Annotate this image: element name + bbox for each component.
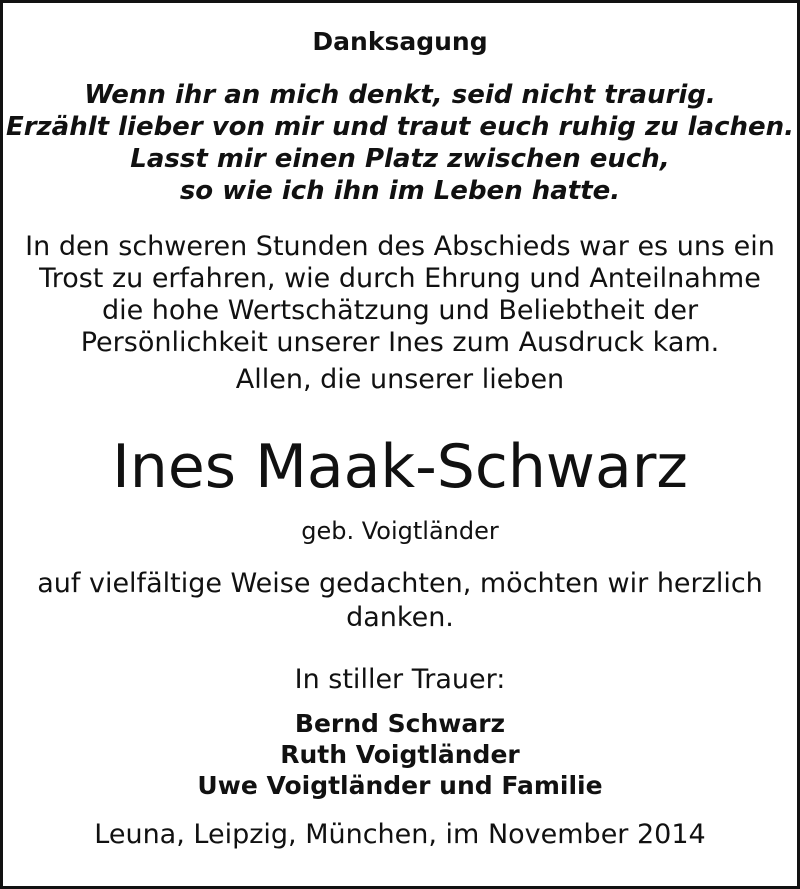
intro-line: In den schweren Stunden des Abschieds war es uns ein: [25, 231, 775, 262]
poem-line: Wenn ihr an mich denkt, seid nicht traurig.: [84, 80, 716, 110]
deceased-name: Ines Maak-Schwarz: [112, 432, 688, 502]
maiden-name: geb. Voigtländer: [301, 517, 499, 545]
mourning-label: In stiller Trauer:: [294, 664, 506, 695]
intro-line: Trost zu erfahren, wie durch Ehrung und Anteilnahme: [39, 263, 761, 294]
intro-line: die hohe Wertschätzung und Beliebtheit der: [101, 295, 699, 326]
memorial-poem: [3, 79, 797, 207]
mourner-name: Uwe Voigtländer und Familie: [197, 771, 603, 800]
poem-line: so wie ich ihn im Leben hatte.: [179, 176, 621, 206]
intro-paragraph: [3, 231, 797, 359]
mourners-list: [3, 708, 797, 801]
poem-line: Erzählt lieber von mir und traut euch ruhig zu lachen.: [5, 112, 795, 142]
notice-heading: Danksagung: [312, 27, 488, 56]
mourner-name: Ruth Voigtländer: [280, 740, 520, 769]
dedication-text: Allen, die unserer lieben: [235, 364, 565, 395]
intro-line: Persönlichkeit unserer Ines zum Ausdruck kam.: [80, 327, 720, 358]
thanks-line: auf vielfältige Weise gedachten, möchten wir herzlich: [37, 568, 763, 599]
poem-line: Lasst mir einen Platz zwischen euch,: [130, 144, 670, 174]
thanks-paragraph: [3, 567, 797, 635]
mourner-name: Bernd Schwarz: [294, 709, 506, 738]
thanks-line: danken.: [346, 602, 454, 633]
place-date-footer: Leuna, Leipzig, München, im November 2014: [94, 819, 706, 850]
